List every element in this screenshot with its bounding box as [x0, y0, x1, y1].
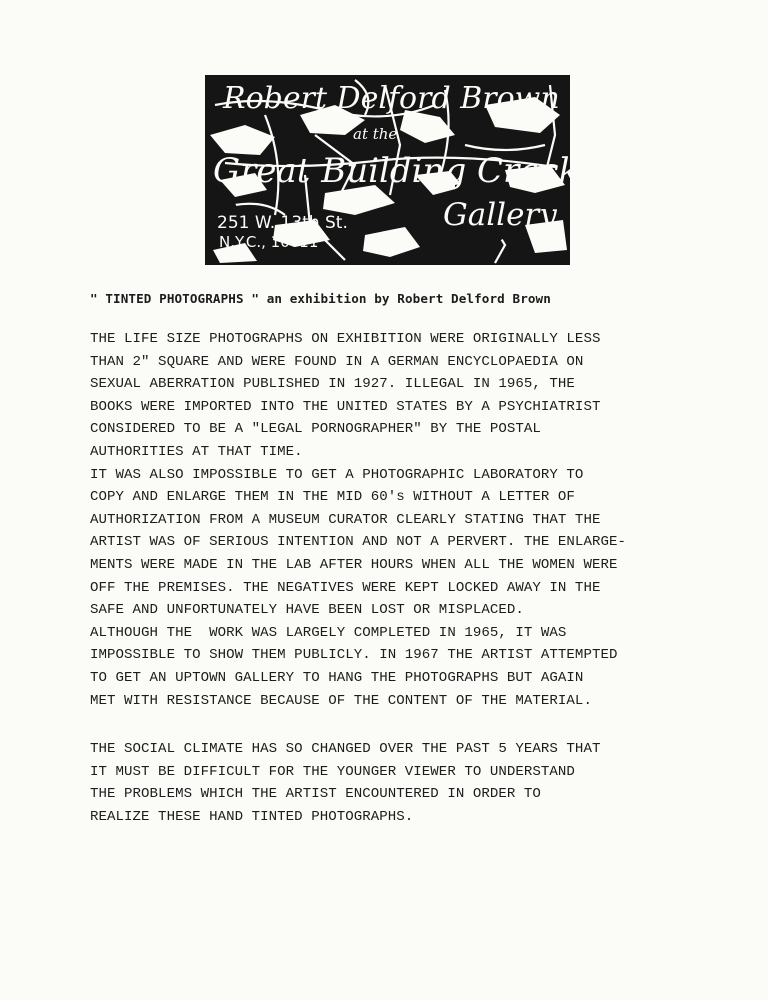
letterhead-address-street: 251 W. 13th St.	[217, 213, 348, 233]
text-line: IT WAS ALSO IMPOSSIBLE TO GET A PHOTOGRAPHIC LABORATORY TO	[90, 466, 584, 483]
text-line: AUTHORITIES AT THAT TIME.	[90, 443, 303, 460]
text-line: ALTHOUGH THE WORK WAS LARGELY COMPLETED IN 1965, IT WAS	[90, 624, 567, 641]
letterhead-artist-name: Robert Delford Brown	[223, 81, 560, 116]
text-line: THE LIFE SIZE PHOTOGRAPHS ON EXHIBITION WERE ORIGINALLY LESS	[90, 331, 601, 347]
text-line: ARTIST WAS OF SERIOUS INTENTION AND NOT A PERVERT. THE ENLARGE-	[90, 534, 626, 551]
text-line: CONSIDERED TO BE A "LEGAL PORNOGRAPHER" BY THE POSTAL	[90, 421, 541, 438]
letterhead-at-the: at the	[353, 125, 398, 143]
text-line: SAFE AND UNFORTUNATELY HAVE BEEN LOST OR MISPLACED.	[90, 602, 524, 619]
body-paragraph-1	[90, 328, 730, 712]
text-line: BOOKS WERE IMPORTED INTO THE UNITED STATES BY A PSYCHIATRIST	[90, 398, 601, 415]
exhibition-heading: " TINTED PHOTOGRAPHS " an exhibition by Robert Delford Brown	[90, 291, 551, 306]
gallery-letterhead-logo	[205, 75, 641, 265]
text-line: OFF THE PREMISES. THE NEGATIVES WERE KEPT LOCKED AWAY IN THE	[90, 579, 601, 596]
text-line: SEXUAL ABERRATION PUBLISHED IN 1927. ILLEGAL IN 1965, THE	[90, 376, 575, 393]
letterhead-address-city: N.Y.C., 10011	[219, 233, 319, 251]
text-line: IT MUST BE DIFFICULT FOR THE YOUNGER VIEWER TO UNDERSTAND	[90, 763, 575, 780]
text-line: THE PROBLEMS WHICH THE ARTIST ENCOUNTERED IN ORDER TO	[90, 786, 541, 803]
text-line: THAN 2" SQUARE AND WERE FOUND IN A GERMAN ENCYCLOPAEDIA ON	[90, 353, 584, 370]
text-line: MENTS WERE MADE IN THE LAB AFTER HOURS WHEN ALL THE WOMEN WERE	[90, 556, 618, 573]
text-line: TO GET AN UPTOWN GALLERY TO HANG THE PHOTOGRAPHS BUT AGAIN	[90, 669, 584, 686]
letterhead-gallery-name: Great Building Crack-Up	[213, 151, 641, 191]
body-paragraph-2	[90, 738, 730, 828]
text-line: THE SOCIAL CLIMATE HAS SO CHANGED OVER THE PAST 5 YEARS THAT	[90, 741, 601, 757]
text-line: COPY AND ENLARGE THEM IN THE MID 60's WITHOUT A LETTER OF	[90, 489, 575, 506]
letterhead-gallery-word: Gallery	[443, 197, 557, 233]
text-line: IMPOSSIBLE TO SHOW THEM PUBLICLY. IN 1967 THE ARTIST ATTEMPTED	[90, 647, 618, 664]
text-line: AUTHORIZATION FROM A MUSEUM CURATOR CLEARLY STATING THAT THE	[90, 511, 601, 528]
text-line: MET WITH RESISTANCE BECAUSE OF THE CONTENT OF THE MATERIAL.	[90, 692, 592, 709]
text-line: REALIZE THESE HAND TINTED PHOTOGRAPHS.	[90, 808, 414, 825]
